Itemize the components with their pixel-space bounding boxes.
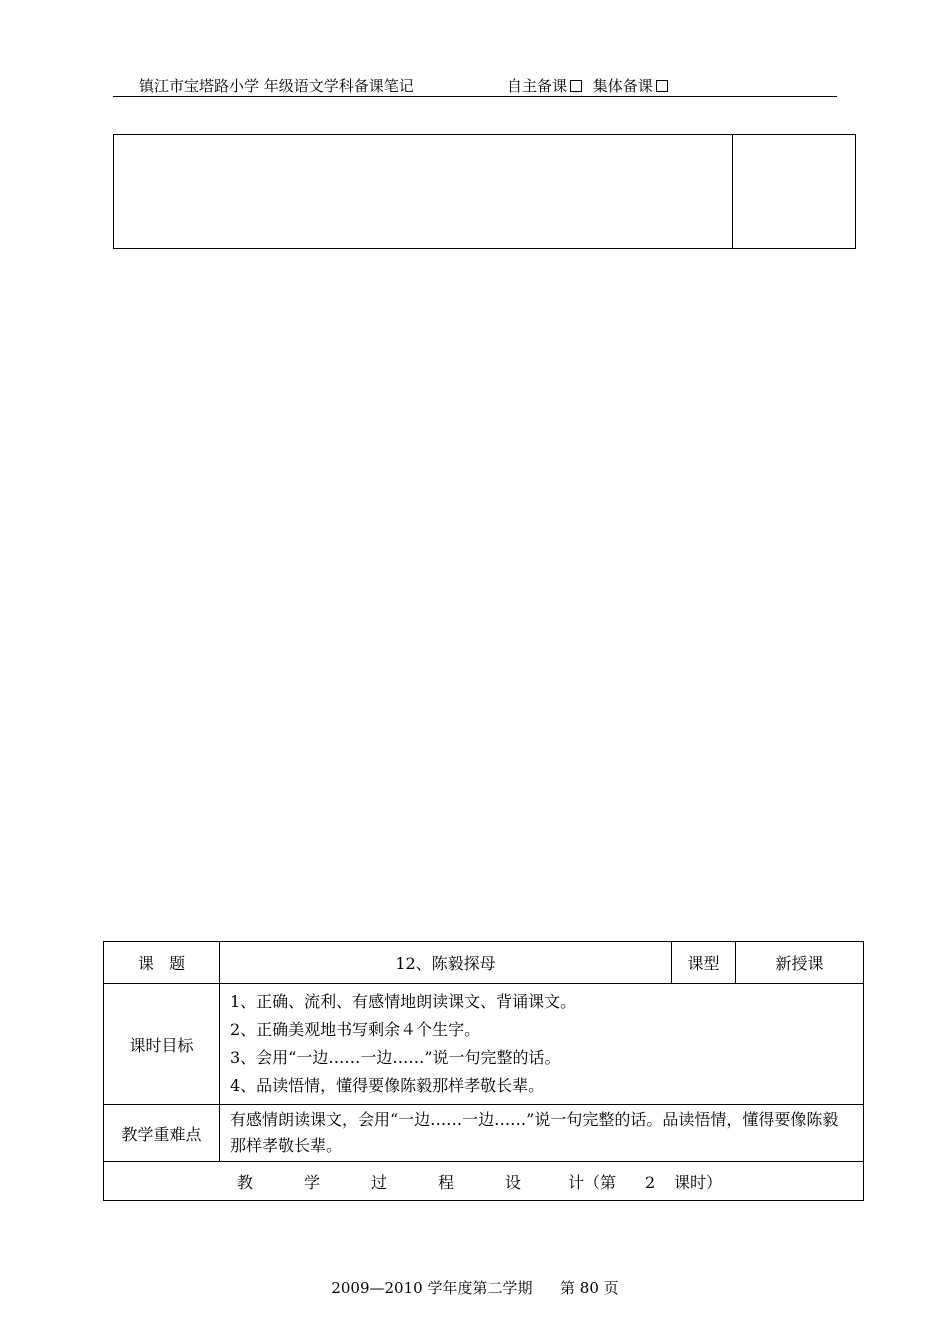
page-header	[113, 76, 837, 97]
difficulty-label: 教学重难点	[104, 1105, 220, 1162]
difficulty-row	[104, 1105, 864, 1162]
process-word: 计（第	[568, 1172, 617, 1192]
goal-item: 1、正确、流利、有感情地朗读课文、背诵课文。	[230, 992, 577, 1011]
process-row	[104, 1162, 864, 1201]
topic-value: 12、陈毅探母	[220, 942, 672, 984]
page-footer	[0, 1277, 950, 1298]
previous-table-continuation	[113, 134, 856, 249]
page-number: 第 80 页	[560, 1279, 619, 1297]
self-prep-label: 自主备课	[507, 77, 568, 95]
process-word: 课时）	[674, 1172, 723, 1192]
lesson-plan-table	[103, 941, 864, 1201]
term-label: 2009—2010 学年度第二学期	[331, 1279, 533, 1297]
goal-item: 4、品读悟情，懂得要像陈毅那样孝敬长辈。	[230, 1076, 545, 1095]
group-prep-label: 集体备课	[592, 77, 653, 95]
prep-mode-options	[507, 76, 674, 96]
goal-item: 3、会用“一边……一边……”说一句完整的话。	[230, 1048, 561, 1067]
process-word: 学	[304, 1172, 321, 1192]
process-word: 过	[371, 1172, 388, 1192]
lesson-type-label: 课型	[672, 942, 736, 984]
lesson-type-value: 新授课	[736, 942, 864, 984]
topic-label: 课 题	[104, 942, 220, 984]
self-prep-checkbox[interactable]	[570, 80, 582, 92]
group-prep-checkbox[interactable]	[656, 80, 668, 92]
goals-content	[220, 984, 864, 1105]
topic-row	[104, 942, 864, 984]
table-column-divider	[732, 135, 733, 248]
process-heading	[104, 1162, 864, 1201]
goal-item: 2、正确美观地书写剩余４个生字。	[230, 1020, 481, 1039]
goals-row	[104, 984, 864, 1105]
process-word: 设	[505, 1172, 522, 1192]
difficulty-content: 有感情朗读课文，会用“一边……一边……”说一句完整的话。品读悟情，懂得要像陈毅那样孝敬长辈。	[220, 1105, 864, 1162]
school-title: 镇江市宝塔路小学 年级语文学科备课笔记	[139, 77, 414, 95]
process-word: 教	[237, 1172, 254, 1192]
process-word: 2	[645, 1172, 656, 1192]
goals-label: 课时目标	[104, 984, 220, 1105]
process-word: 程	[438, 1172, 455, 1192]
